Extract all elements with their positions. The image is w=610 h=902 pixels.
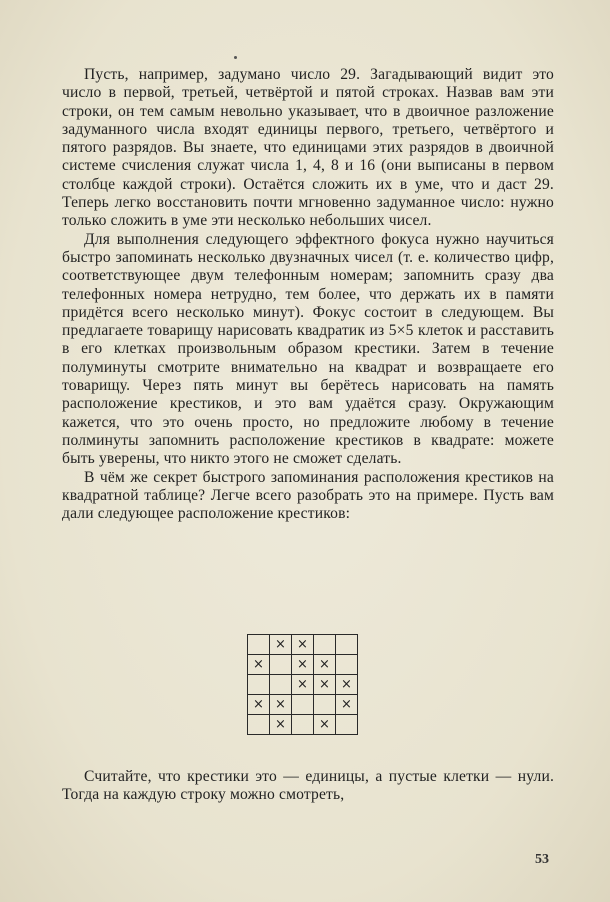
grid-cell-empty [270,655,292,675]
grid-cell-empty [336,655,358,675]
paragraph-3: В чём же секрет быстрого запоминания расположения крестиков на квадратной таблице? Легче всего разобрать это на примере. Пусть вам дали следующее расположение крестиков: [62,468,554,523]
grid-cell-empty [270,675,292,695]
grid-cell-cross: × [270,635,292,655]
grid-cell-cross: × [292,675,314,695]
grid-cell-empty [292,715,314,735]
grid-cell-cross: × [292,655,314,675]
paragraph-4: Считайте, что крестики это — единицы, а пустые клетки — нули. Тогда на каждую строку можно смотреть, [62,768,554,804]
grid-cell-cross: × [336,695,358,715]
grid-cell-empty [336,715,358,735]
grid-cell-cross: × [314,655,336,675]
grid-row [248,635,358,655]
grid-cell-cross: × [270,695,292,715]
grid-cell-empty [314,635,336,655]
grid-cell-empty [314,695,336,715]
grid-row [248,695,358,715]
paragraph-2: Для выполнения следующего эффектного фокуса нужно научиться быстро запоминать несколько двузначных чисел (т. е. количество цифр, соответствующее двум телефонным номерам; запомнить сразу два телефонных номера нетрудно, тем более, что держать их в памяти придётся всего несколько минут). Фокус состоит в следующем. Вы предлагаете товарищу нарисовать квадратик из 5×5 клеток и расставить в его клетках произвольным образом крестики. Затем в течение полуминуты смотрите внимательно на квадрат и возвращаете его товарищу. Через пять минут вы берётесь нарисовать на память расположение крестиков, и это вам удаётся сразу. Окружающим кажется, что это очень просто, но предложите любому в течение полминуты запомнить расположение крестиков в квадрате: можете быть уверены, что никто этого не сможет сделать. [62,230,554,468]
grid-cell-cross: × [314,675,336,695]
text-block-bottom [62,768,554,805]
grid-cell-cross: × [336,675,358,695]
grid-row [248,655,358,675]
grid-cell-empty [248,635,270,655]
grid-cell-cross: × [248,655,270,675]
print-speck [234,56,237,59]
grid-row [248,675,358,695]
page-number: 53 [535,852,549,867]
grid-cell-empty [248,715,270,735]
grid-row [248,715,358,735]
grid-cell-empty [248,675,270,695]
grid-cell-empty [292,695,314,715]
crosses-grid-5x5 [247,634,358,735]
grid-cell-empty [336,635,358,655]
grid-cell-cross: × [314,715,336,735]
grid-cell-cross: × [248,695,270,715]
grid-cell-cross: × [270,715,292,735]
paragraph-1: Пусть, например, задумано число 29. Загадывающий видит это число в первой, третьей, четвёртой и пятой строках. Назвав вам эти строки, он тем самым невольно указывает, что в двоичное разложение задуманного числа входят единицы первого, третьего, четвёртого и пятого разрядов. Вы знаете, что единицами этих разрядов в двоичной системе счисления служат числа 1, 4, 8 и 16 (они выписаны в первом столбце каждой строки). Остаётся сложить их в уме, что и даст 29. Теперь легко восстановить почти мгновенно задуманное число: нужно только сложить в уме эти несколько небольших чисел. [62,66,554,230]
grid-cell-cross: × [292,635,314,655]
text-block-top [62,66,554,523]
